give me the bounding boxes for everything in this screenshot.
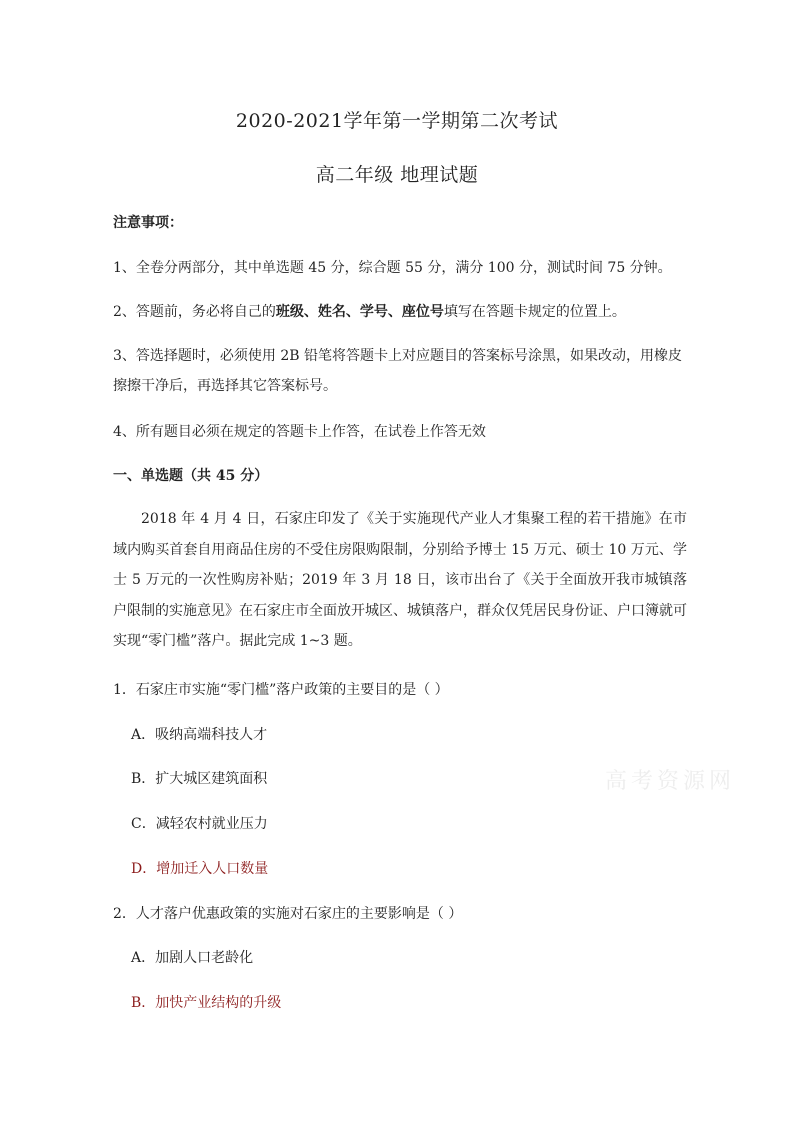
exam-title: 2020-2021学年第一学期第二次考试 [235,110,559,132]
notice-item-3: 3、答选择题时，必须使用 2B 铅笔将答题卡上对应题目的答案标号涂黑，如果改动，用橡皮擦擦干净后，再选择其它答案标号。 [113,348,683,394]
question-1-option-d: D．增加迁入人口数量 [131,861,269,877]
question-2-option-a: A．加剧人口老龄化 [131,950,254,966]
notice-item-2-post: 填写在答题卡规定的位置上。 [443,304,626,320]
notice-item-1: 1、全卷分两部分，其中单选题 45 分，综合题 55 分，满分 100 分，测试时间 75 分钟。 [113,260,672,276]
question-2-stem: 2．人才落户优惠政策的实施对石家庄的主要影响是（ ） [113,906,463,922]
watermark: 高考资源网 [605,769,736,794]
section-heading: 一、单选题（共 45 分） [113,468,269,484]
notice-item-2 [113,302,626,322]
notice-item-4: 4、所有题目必须在规定的答题卡上作答，在试卷上作答无效 [113,424,486,440]
question-1-option-b: B．扩大城区建筑面积 [131,771,268,787]
notice-item-2-pre: 2、答题前，务必将自己的 [113,304,276,320]
notice-item-2-bold: 班级、姓名、学号、座位号 [275,304,444,320]
question-1-option-c: C．减轻农村就业压力 [131,816,268,832]
notice-heading: 注意事项： [113,215,183,231]
passage: 2018 年 4 月 4 日，石家庄印发了《关于实施现代产业人才集聚工程的若干措施》在市域内购买首套自用商品住房的不受住房限购限制，分别给予博士 15 万元、硕士 10 万元、学士 5 万元的一次性购房补贴；2019 年 3 月 18 日，该市出台了《关于全面放开我市城镇落户限制的实施意见》在石家庄市全面放开城区、城镇落户，群众仅凭居民身份证、户口簿就可实现“零门槛”落户。据此完成 1~3 题。 [113,511,687,649]
exam-subtitle: 高二年级 地理试题 [315,164,479,186]
question-1-stem: 1．石家庄市实施“零门槛”落户政策的主要目的是（ ） [113,682,449,698]
question-1-option-a: A．吸纳高端科技人才 [131,727,268,743]
question-2-option-b: B．加快产业结构的升级 [131,995,282,1011]
